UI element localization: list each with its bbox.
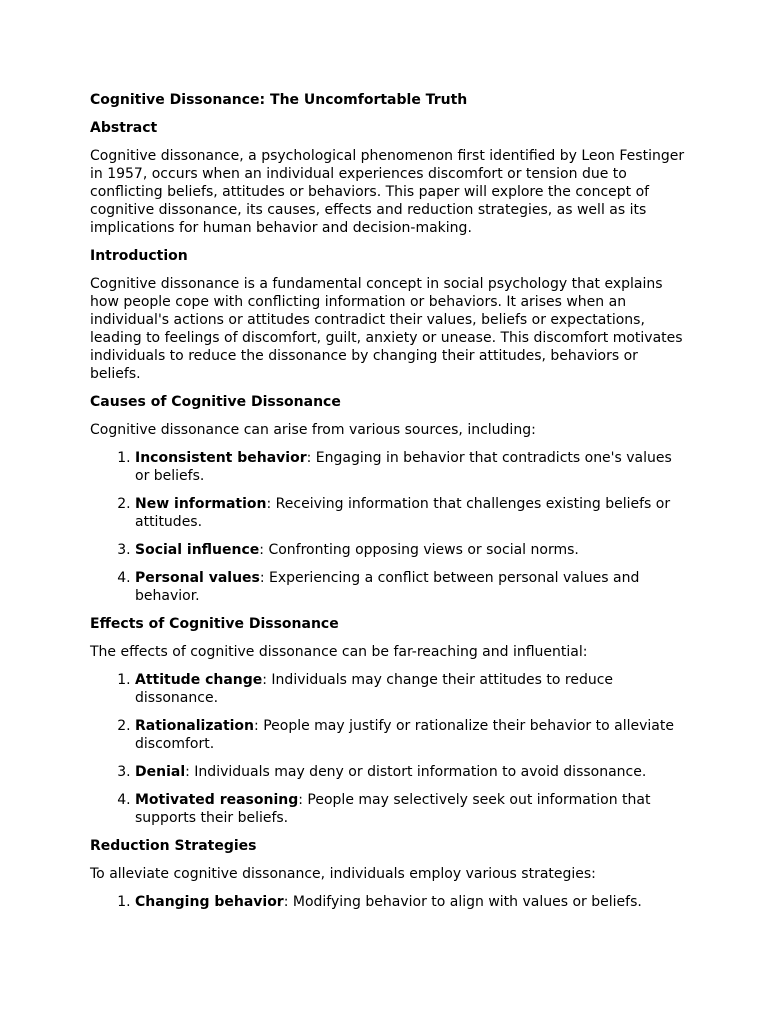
list-item <box>135 717 685 753</box>
list-item-term: Attitude change <box>135 672 263 688</box>
abstract-paragraph: Cognitive dissonance, a psychological phenomenon first identified by Leon Festinger in 1957, occurs when an individual experiences discomfort or tension due to conflicting beliefs, attitudes or behaviors. This paper will explore the concept of cognitive dissonance, its causes, effects and reduction strategies, as well as its implications for human behavior and decision-making. <box>90 148 685 236</box>
list-item-term: Motivated reasoning <box>135 792 299 808</box>
list-item <box>135 893 685 911</box>
effects-heading: Effects of Cognitive Dissonance <box>90 616 339 632</box>
list-item-term: Inconsistent behavior <box>135 450 307 466</box>
introduction-paragraph: Cognitive dissonance is a fundamental concept in social psychology that explains how people cope with conflicting information or behaviors. It arises when an individual's actions or attitudes contradict their values, beliefs or expectations, leading to feelings of discomfort, guilt, anxiety or unease. This discomfort motivates individuals to reduce the dissonance by changing their attitudes, behaviors or beliefs. <box>90 276 683 382</box>
list-item-term: Denial <box>135 764 186 780</box>
list-item-term: New information <box>135 496 267 512</box>
reduction-intro: To alleviate cognitive dissonance, individuals employ various strategies: <box>90 866 596 882</box>
list-item-description: : Modifying behavior to align with values or beliefs. <box>283 894 642 910</box>
abstract-heading: Abstract <box>90 120 158 136</box>
document-title: Cognitive Dissonance: The Uncomfortable Truth <box>90 92 468 108</box>
list-item-description: : Individuals may change their attitudes to reduce dissonance. <box>135 672 614 706</box>
list-item <box>135 569 685 605</box>
list-item <box>135 449 685 485</box>
list-item-description: : People may selectively seek out information that supports their beliefs. <box>135 792 651 826</box>
list-item <box>135 541 685 559</box>
list-item <box>135 495 685 531</box>
list-item-term: Social influence <box>135 542 260 558</box>
causes-intro: Cognitive dissonance can arise from various sources, including: <box>90 422 536 438</box>
list-item-term: Changing behavior <box>135 894 284 910</box>
document-page <box>90 91 685 921</box>
list-item-description: : People may justify or rationalize their behavior to alleviate discomfort. <box>135 718 674 752</box>
causes-list <box>90 449 685 605</box>
reduction-heading: Reduction Strategies <box>90 838 257 854</box>
introduction-heading: Introduction <box>90 248 188 264</box>
list-item-description: : Experiencing a conflict between personal values and behavior. <box>135 570 640 604</box>
list-item <box>135 763 685 781</box>
list-item-description: : Receiving information that challenges existing beliefs or attitudes. <box>135 496 671 530</box>
list-item-term: Personal values <box>135 570 260 586</box>
list-item-description: : Confronting opposing views or social norms. <box>259 542 579 558</box>
list-item-description: : Individuals may deny or distort information to avoid dissonance. <box>185 764 647 780</box>
effects-intro: The effects of cognitive dissonance can be far-reaching and influential: <box>90 644 588 660</box>
list-item <box>135 791 685 827</box>
list-item-term: Rationalization <box>135 718 255 734</box>
list-item-description: : Engaging in behavior that contradicts one's values or beliefs. <box>135 450 672 484</box>
reduction-list <box>90 893 685 911</box>
effects-list <box>90 671 685 827</box>
list-item <box>135 671 685 707</box>
causes-heading: Causes of Cognitive Dissonance <box>90 394 341 410</box>
